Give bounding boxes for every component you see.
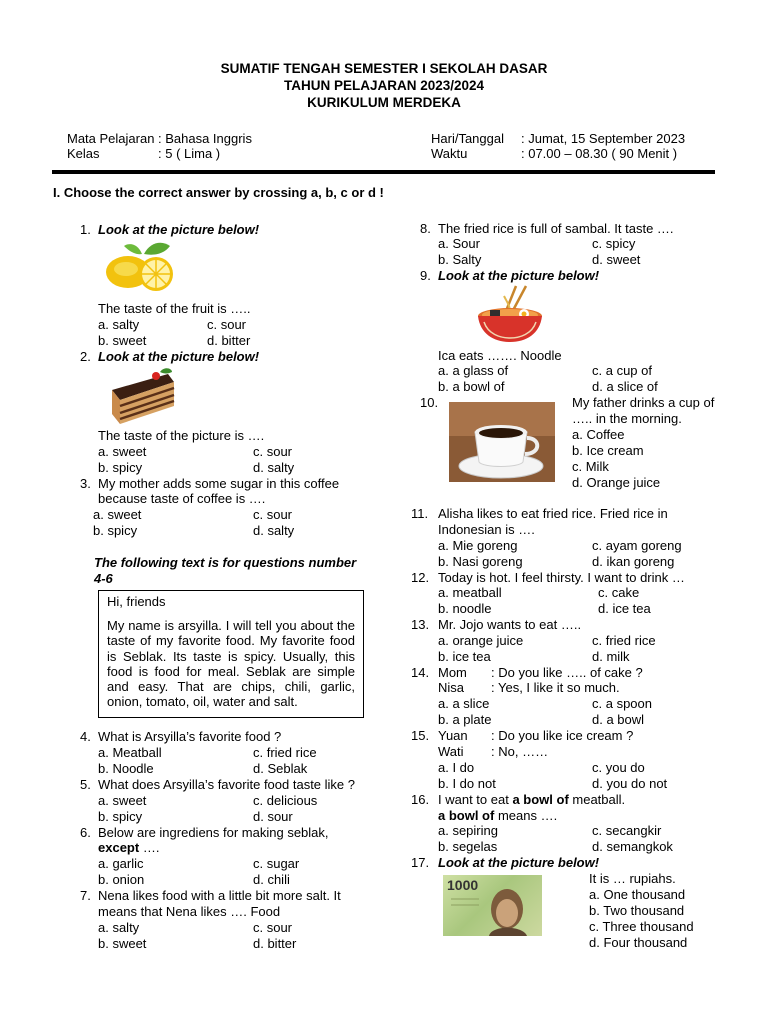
q10-line1: My father drinks a cup of: [572, 395, 715, 410]
class-value: : 5 ( Lima ): [158, 146, 221, 161]
q12-text: Today is hot. I feel thirsty. I want to drink …: [438, 570, 685, 585]
q4-text: What is Arsyilla’s favorite food ?: [98, 729, 282, 744]
q5-text: What does Arsyilla’s favorite food taste like ?: [98, 777, 355, 792]
q17-number: 17.: [411, 855, 430, 870]
q9-option-b[interactable]: b. a bowl of: [438, 379, 505, 394]
q11-number: 11.: [411, 506, 429, 521]
q6-option-c[interactable]: c. sugar: [253, 856, 300, 871]
q6-except: except: [98, 840, 140, 855]
time-value: : 07.00 – 08.30 ( 90 Menit ): [521, 146, 678, 161]
subject-label: Mata Pelajaran: [67, 131, 155, 146]
day-value: : Jumat, 15 September 2023: [521, 131, 686, 146]
q17-prompt: Look at the picture below!: [438, 855, 600, 870]
q3-line1: My mother adds some sugar in this coffee: [98, 476, 340, 491]
q1-option-b[interactable]: b. sweet: [98, 333, 147, 348]
q16-line1-pre: I want to eat: [438, 792, 513, 807]
subject-value: : Bahasa Inggris: [158, 131, 252, 146]
q3-line2: because taste of coffee is ….: [98, 491, 266, 506]
q13-option-c[interactable]: c. fried rice: [592, 633, 656, 648]
q14-option-c[interactable]: c. a spoon: [592, 696, 652, 711]
q8-number: 8.: [420, 221, 431, 236]
q16-option-d[interactable]: d. semangkok: [592, 839, 673, 854]
q11-option-d[interactable]: d. ikan goreng: [592, 554, 675, 569]
q4-option-c[interactable]: c. fried rice: [253, 745, 317, 760]
q7-option-c[interactable]: c. sour: [253, 920, 293, 935]
q16-option-a[interactable]: a. sepiring: [438, 823, 498, 838]
banknote-portrait: [443, 875, 542, 936]
instruction: I. Choose the correct answer by crossing a, b, c or d !: [53, 185, 384, 200]
q14-speaker-mom: Mom: [438, 665, 467, 680]
day-label: Hari/Tanggal: [431, 131, 504, 146]
q13-option-a[interactable]: a. orange juice: [438, 633, 524, 648]
q12-option-b[interactable]: b. noodle: [438, 601, 492, 616]
q13-text: Mr. Jojo wants to eat …..: [438, 617, 582, 632]
q9-option-a[interactable]: a. a glass of: [438, 363, 509, 378]
q4-number: 4.: [80, 729, 91, 744]
q6-option-d[interactable]: d. chili: [253, 872, 290, 887]
lemon-image: [104, 240, 178, 294]
q10-option-d[interactable]: d. Orange juice: [572, 475, 661, 490]
q16-number: 16.: [411, 792, 430, 807]
q2-option-b[interactable]: b. spicy: [98, 460, 143, 475]
q7-line1: Nena likes food with a little bit more salt. It: [98, 888, 341, 903]
q6-line1: Below are ingrediens for making seblak,: [98, 825, 329, 840]
q17-option-d[interactable]: d. Four thousand: [589, 935, 688, 950]
q5-option-b[interactable]: b. spicy: [98, 809, 143, 824]
q13-number: 13.: [411, 617, 430, 632]
passage-title-range: 4-6: [94, 571, 113, 586]
q16-line1-bold: a bowl of: [512, 792, 569, 807]
q5-option-d[interactable]: d. sour: [253, 809, 293, 824]
q8-option-c[interactable]: c. spicy: [592, 236, 636, 251]
q9-number: 9.: [420, 268, 431, 283]
q11-line1: Alisha likes to eat fried rice. Fried rice in: [438, 506, 668, 521]
q11-option-b[interactable]: b. Nasi goreng: [438, 554, 523, 569]
q6-option-a[interactable]: a. garlic: [98, 856, 144, 871]
q15-number: 15.: [411, 728, 430, 743]
q10-number: 10.: [420, 395, 439, 410]
q9-option-c[interactable]: c. a cup of: [592, 363, 652, 378]
q15-option-b[interactable]: b. I do not: [438, 776, 496, 791]
q16-line2: [438, 808, 557, 823]
q8-text: The fried rice is full of sambal. It taste ….: [438, 221, 674, 236]
q5-option-c[interactable]: c. delicious: [253, 793, 318, 808]
banknote-value: 1000: [447, 877, 479, 893]
q2-option-d[interactable]: d. salty: [253, 460, 295, 475]
cake-image: [106, 366, 180, 428]
q7-option-d[interactable]: d. bitter: [253, 936, 297, 951]
q12-option-d[interactable]: d. ice tea: [598, 601, 651, 616]
q17-option-c[interactable]: c. Three thousand: [589, 919, 694, 934]
q3-option-b[interactable]: b. spicy: [93, 523, 138, 538]
q5-number: 5.: [80, 777, 91, 792]
q1-prompt: Look at the picture below!: [98, 222, 260, 237]
q10-line2: ….. in the morning.: [572, 411, 682, 426]
q9-text: Ica eats ……. Noodle: [438, 348, 562, 363]
curriculum: KURIKULUM MERDEKA: [307, 95, 461, 110]
q14-option-a[interactable]: a. a slice: [438, 696, 490, 711]
q11-option-a[interactable]: a. Mie goreng: [438, 538, 518, 553]
q1-option-d[interactable]: d. bitter: [207, 333, 251, 348]
q7-line2: means that Nena likes …. Food: [98, 904, 281, 919]
q14-line2: : Yes, I like it so much.: [491, 680, 620, 695]
q14-line1: : Do you like ….. of cake ?: [491, 665, 643, 680]
academic-year: TAHUN PELAJARAN 2023/2024: [283, 78, 485, 93]
passage-body: My name is arsyilla. I will tell you about the taste of my favorite food. My favorite food is Seblak. Its taste is spicy. Usually, this food is food for meal. Seblak are simple and easy. That are chips, chili, garlic, onion, tomato, oil, water and salt.: [107, 618, 355, 710]
q10-option-a[interactable]: a. Coffee: [572, 427, 625, 442]
q13-option-b[interactable]: b. ice tea: [438, 649, 491, 664]
q6-option-b[interactable]: b. onion: [98, 872, 145, 887]
q15-option-c[interactable]: c. you do: [592, 760, 645, 775]
q17-option-a[interactable]: a. One thousand: [589, 887, 686, 902]
q16-line1: [438, 792, 625, 807]
exam-title: SUMATIF TENGAH SEMESTER I SEKOLAH DASAR: [220, 61, 548, 76]
q2-text: The taste of the picture is ….: [98, 428, 265, 443]
q2-number: 2.: [80, 349, 91, 364]
q8-option-a[interactable]: a. Sour: [438, 236, 480, 251]
q17-option-b[interactable]: b. Two thousand: [589, 903, 685, 918]
q2-prompt: Look at the picture below!: [98, 349, 260, 364]
q12-number: 12.: [411, 570, 430, 585]
q16-line2-post: means ….: [494, 808, 558, 823]
q11-line2: Indonesian is ….: [438, 522, 535, 537]
q15-option-d[interactable]: d. you do not: [592, 776, 668, 791]
q8-option-b[interactable]: b. Salty: [438, 252, 482, 267]
q6-dots: ….: [139, 840, 160, 855]
q7-number: 7.: [80, 888, 91, 903]
q1-text: The taste of the fruit is …..: [98, 301, 251, 316]
q15-line1: : Do you like ice cream ?: [491, 728, 634, 743]
q15-speaker-wati: Wati: [438, 744, 464, 759]
q12-option-a[interactable]: a. meatball: [438, 585, 502, 600]
q14-option-b[interactable]: b. a plate: [438, 712, 492, 727]
q11-option-c[interactable]: c. ayam goreng: [592, 538, 682, 553]
q16-line1-post: meatball.: [568, 792, 626, 807]
q9-prompt: Look at the picture below!: [438, 268, 600, 283]
banknote-image: [443, 875, 542, 936]
q1-number: 1.: [80, 222, 91, 237]
q10-option-c[interactable]: c. Milk: [572, 459, 609, 474]
q14-option-d[interactable]: d. a bowl: [592, 712, 645, 727]
passage-title: The following text is for questions number: [94, 555, 357, 570]
reading-passage-box: [98, 590, 364, 718]
q4-option-b[interactable]: b. Noodle: [98, 761, 154, 776]
q15-speaker-yuan: Yuan: [438, 728, 468, 743]
q1-option-c[interactable]: c. sour: [207, 317, 247, 332]
q6-number: 6.: [80, 825, 91, 840]
passage-greeting: Hi, friends: [107, 594, 166, 609]
q13-option-d[interactable]: d. milk: [592, 649, 630, 664]
noodle-bowl-image: [474, 282, 548, 344]
coffee-cup-image: [449, 402, 555, 482]
q3-number: 3.: [80, 476, 91, 491]
q16-option-b[interactable]: b. segelas: [438, 839, 498, 854]
q4-option-a[interactable]: a. Meatball: [98, 745, 162, 760]
q2-option-c[interactable]: c. sour: [253, 444, 293, 459]
q12-option-c[interactable]: c. cake: [598, 585, 640, 600]
q16-line2-bold: a bowl of: [438, 808, 495, 823]
class-label: Kelas: [67, 146, 100, 161]
q7-option-a[interactable]: a. salty: [98, 920, 140, 935]
q9-option-d[interactable]: d. a slice of: [592, 379, 658, 394]
q14-speaker-nisa: Nisa: [438, 680, 465, 695]
q3-option-c[interactable]: c. sour: [253, 507, 293, 522]
q14-number: 14.: [411, 665, 430, 680]
q10-option-b[interactable]: b. Ice cream: [572, 443, 644, 458]
header-rule: [52, 170, 715, 174]
q3-option-a[interactable]: a. sweet: [93, 507, 142, 522]
q16-option-c[interactable]: c. secangkir: [592, 823, 662, 838]
q3-option-d[interactable]: d. salty: [253, 523, 295, 538]
q7-option-b[interactable]: b. sweet: [98, 936, 147, 951]
q15-option-a[interactable]: a. I do: [438, 760, 475, 775]
q5-option-a[interactable]: a. sweet: [98, 793, 147, 808]
q17-text: It is … rupiahs.: [589, 871, 676, 886]
q15-line2: : No, ……: [491, 744, 549, 759]
time-label: Waktu: [431, 146, 468, 161]
q2-option-a[interactable]: a. sweet: [98, 444, 147, 459]
q1-option-a[interactable]: a. salty: [98, 317, 140, 332]
q8-option-d[interactable]: d. sweet: [592, 252, 641, 267]
q6-line2: [98, 840, 159, 855]
q4-option-d[interactable]: d. Seblak: [253, 761, 308, 776]
